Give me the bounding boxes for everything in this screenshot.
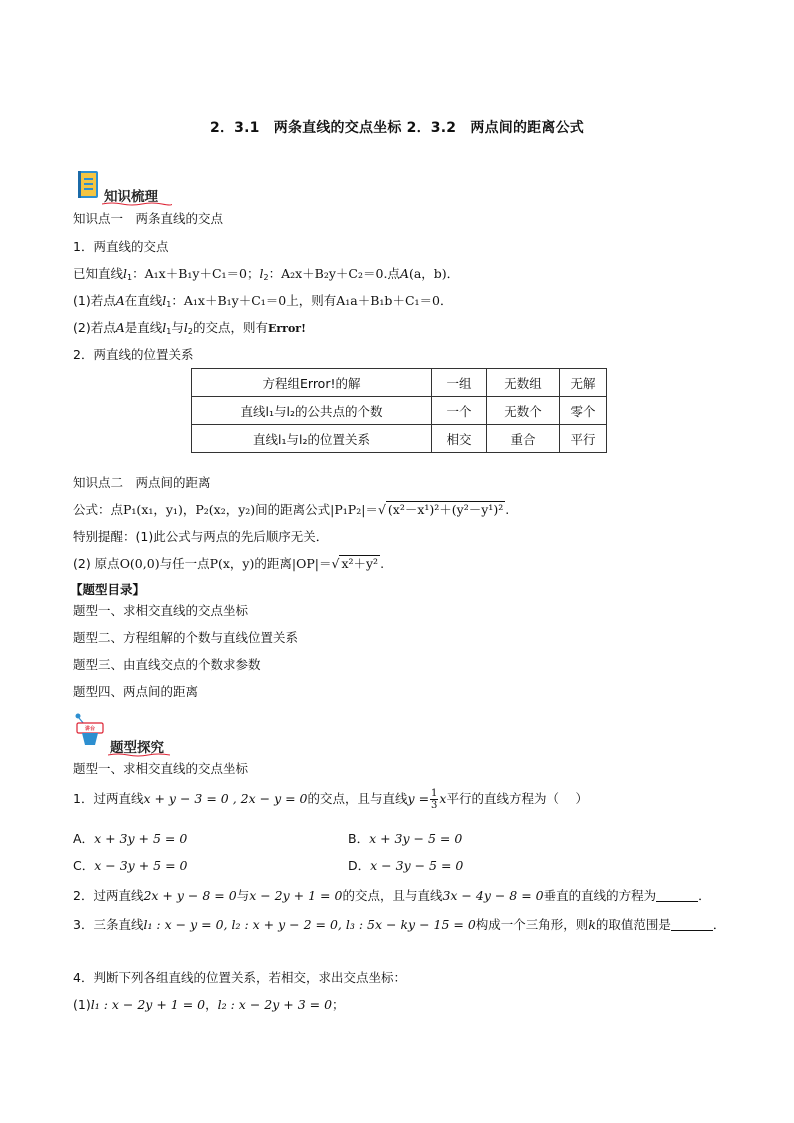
- kp1-point2: (2)若点A是直线$l_1$与$l_2$的交点，则有Error!: [73, 320, 306, 336]
- answer-blank[interactable]: [656, 889, 698, 902]
- kp2-formula: 公式：点P₁(x₁，y₁)，P₂(x₂，y₂)间的距离公式|P₁P₂|＝√ (x²－x¹)²＋(y²－y¹)² .: [73, 502, 510, 517]
- notebook-icon: [76, 170, 100, 203]
- question-4-part-1: (1)l₁ : x − 2y + 1 = 0，l₂ : x − 2y + 3 = 0；: [73, 997, 345, 1012]
- table-cell: 相交: [432, 425, 487, 453]
- kp1-item1: 1．两直线的交点: [73, 239, 169, 254]
- question-2: 2．过两直线2x + y − 8 = 0与x − 2y + 1 = 0的交点，且与直线3x − 4y − 8 = 0垂直的直线的方程为 ．: [73, 888, 711, 903]
- kp1-given: 已知直线$l_1$：A₁x＋B₁y＋C₁＝0；$l_2$：A₂x＋B₂y＋C₂＝0.点A(a，b)．: [73, 266, 460, 282]
- table-cell: 无数组: [487, 369, 560, 397]
- type1-heading: 题型一、求相交直线的交点坐标: [73, 761, 249, 776]
- kp1-point1: (1)若点A在直线$l_1$：A₁x＋B₁y＋C₁＝0上，则有A₁a＋B₁b＋C₁＝0．: [73, 293, 453, 309]
- question-3: 3．三条直线l₁ : x − y = 0, l₂ : x + y − 2 = 0, l₃ : 5x − ky − 15 = 0构成一个三角形，则k的取值范围是 ．: [73, 917, 726, 932]
- section-underline: [108, 753, 170, 757]
- table-cell: 零个: [560, 397, 607, 425]
- podium-badge: 讲台: [85, 726, 96, 732]
- table-cell: 无解: [560, 369, 607, 397]
- section-review-label: 知识梳理: [104, 189, 158, 205]
- table-cell: 平行: [560, 425, 607, 453]
- kp1-item2: 2．两直线的位置关系: [73, 347, 194, 362]
- option-c[interactable]: C．x − 3y + 5 = 0: [73, 858, 188, 873]
- question-1: 1．过两直线x + y − 3 = 0 , 2x − y = 0的交点，且与直线y = $\frac{1}{3}$ x平行的直线方程为（ ）: [73, 788, 588, 811]
- table-cell: 无数个: [487, 397, 560, 425]
- page-title: 2．3.1 两条直线的交点坐标 2．3.2 两点间的距离公式: [210, 120, 584, 136]
- option-d[interactable]: D．x − 3y − 5 = 0: [348, 858, 464, 873]
- table-row: [192, 425, 607, 453]
- table-cell: 一个: [432, 397, 487, 425]
- table-cell: 直线l₁与l₂的位置关系: [192, 425, 432, 453]
- table-cell: 直线l₁与l₂的公共点的个数: [192, 397, 432, 425]
- directory-item: 题型一、求相交直线的交点坐标: [73, 603, 249, 618]
- table-cell: 一组: [432, 369, 487, 397]
- answer-blank[interactable]: [671, 918, 713, 931]
- kp2-heading: 知识点二 两点间的距离: [73, 475, 211, 490]
- table-row: [192, 369, 607, 397]
- directory-item: 题型四、两点间的距离: [73, 684, 199, 699]
- relation-table: [191, 368, 607, 453]
- section-underline: [102, 202, 172, 206]
- kp2-note2: (2) 原点O(0,0)与任一点P(x，y)的距离|OP|＝√ x²＋y² .: [73, 556, 385, 571]
- kp1-heading: 知识点一 两条直线的交点: [73, 211, 224, 226]
- directory-item: 题型三、由直线交点的个数求参数: [73, 657, 261, 672]
- option-b[interactable]: B．x + 3y − 5 = 0: [348, 831, 463, 846]
- kp2-note1: 特别提醒：(1)此公式与两点的先后顺序无关．: [73, 529, 329, 544]
- question-4: 4．判断下列各组直线的位置关系，若相交，求出交点坐标：: [73, 970, 406, 985]
- section-explore-label: 题型探究: [110, 740, 164, 756]
- table-cell: 重合: [487, 425, 560, 453]
- directory-item: 题型二、方程组解的个数与直线位置关系: [73, 630, 299, 645]
- table-row: [192, 397, 607, 425]
- option-a[interactable]: A．x + 3y + 5 = 0: [73, 831, 188, 846]
- table-cell: 方程组Error!的解: [192, 369, 432, 397]
- directory-heading: 【题型目录】: [70, 582, 146, 597]
